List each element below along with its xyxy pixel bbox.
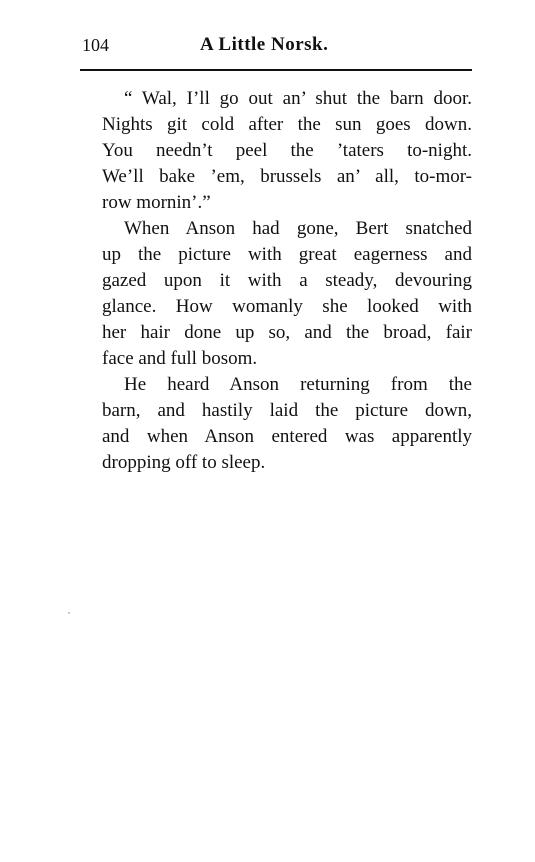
page-number: 104 bbox=[82, 35, 109, 55]
text-line: You needn’t peel the ’taters to-night. bbox=[102, 140, 472, 161]
header-rule bbox=[80, 69, 472, 71]
text-line: her hair done up so, and the broad, fair bbox=[102, 322, 472, 343]
text-line: gazed upon it with a steady, devouring bbox=[102, 270, 472, 291]
paper-speck bbox=[68, 612, 70, 614]
text-line: and when Anson entered was apparently bbox=[102, 426, 472, 447]
paragraph-1 bbox=[80, 86, 472, 216]
text-line: We’ll bake ’em, brussels an’ all, to-mor- bbox=[102, 166, 472, 187]
running-title: A Little Norsk. bbox=[200, 34, 329, 55]
paragraph-2 bbox=[80, 216, 472, 372]
text-line: glance. How womanly she looked with bbox=[102, 296, 472, 317]
text-line: barn, and hastily laid the picture down, bbox=[102, 400, 472, 421]
text-line: up the picture with great eagerness and bbox=[102, 244, 472, 265]
text-line: dropping off to sleep. bbox=[102, 452, 266, 473]
text-line: face and full bosom. bbox=[102, 348, 258, 369]
text-line: When Anson had gone, Bert snatched bbox=[124, 218, 472, 239]
text-line: row mornin’.” bbox=[102, 192, 211, 213]
text-line: He heard Anson returning from the bbox=[124, 374, 472, 395]
text-line: “ Wal, I’ll go out an’ shut the barn door. bbox=[124, 88, 472, 109]
text-line: Nights git cold after the sun goes down. bbox=[102, 114, 472, 135]
paragraph-3 bbox=[80, 372, 472, 476]
body-text bbox=[80, 86, 472, 476]
running-head bbox=[80, 34, 470, 60]
